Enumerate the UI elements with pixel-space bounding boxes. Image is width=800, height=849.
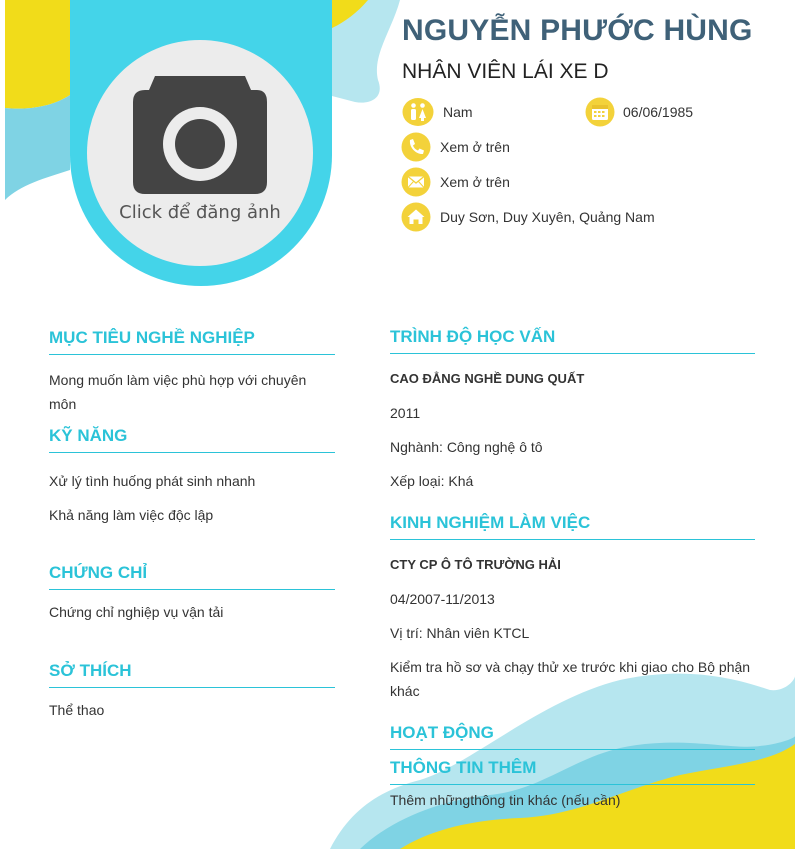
certificate-item: Chứng chỉ nghiệp vụ vận tải: [49, 604, 224, 620]
address-info: [401, 202, 655, 232]
education-section: [390, 327, 755, 493]
hobbies-title: SỞ THÍCH: [49, 661, 335, 688]
objective-text: Mong muốn làm việc phù hợp với chuyên môn: [49, 372, 307, 412]
education-grade: Xếp loại: Khá: [390, 473, 474, 489]
hobbies-section: [49, 661, 335, 722]
objective-title: MỤC TIÊU NGHỀ NGHIỆP: [49, 328, 335, 355]
camera-icon: [133, 76, 267, 194]
skill-item: Khả năng làm việc độc lập: [49, 507, 214, 523]
phone-value: Xem ở trên: [440, 139, 510, 155]
skills-section: [49, 426, 335, 527]
education-title: TRÌNH ĐỘ HỌC VẤN: [390, 327, 755, 354]
candidate-position: NHÂN VIÊN LÁI XE D: [402, 60, 609, 83]
birthdate-value: 06/06/1985: [623, 104, 694, 120]
calendar-icon: [585, 97, 615, 127]
experience-company: CTY CP Ô TÔ TRƯỜNG HẢI: [390, 557, 561, 572]
extra-info-section: [390, 758, 755, 812]
top-left-blue-wave: [5, 95, 70, 200]
objective-section: [49, 328, 335, 416]
phone-icon: [401, 132, 431, 162]
photo-upload[interactable]: [87, 40, 313, 266]
address-value: Duy Sơn, Duy Xuyên, Quảng Nam: [440, 209, 655, 225]
home-icon: [401, 202, 431, 232]
experience-period: 04/2007-11/2013: [390, 591, 495, 607]
experience-title: KINH NGHIỆM LÀM VIỆC: [390, 513, 755, 540]
birthdate-info: [585, 97, 693, 127]
education-school: CAO ĐẲNG NGHỀ DUNG QUẤT: [390, 371, 585, 386]
gender-info: [402, 97, 473, 127]
skill-item: Xử lý tình huống phát sinh nhanh: [49, 473, 256, 489]
extra-info-title: THÔNG TIN THÊM: [390, 758, 755, 785]
people-icon: [402, 97, 434, 127]
photo-caption: Click để đăng ảnh: [119, 202, 281, 223]
education-year: 2011: [390, 405, 421, 421]
candidate-name: NGUYỄN PHƯỚC HÙNG: [402, 14, 753, 47]
extra-info-text: Thêm nhữngthông tin khác (nếu cần): [390, 792, 621, 808]
experience-section: [390, 513, 755, 703]
hobby-item: Thể thao: [49, 702, 105, 718]
activities-section: [390, 723, 755, 750]
email-info: [401, 167, 510, 197]
envelope-icon: [401, 167, 431, 197]
phone-info: [401, 132, 510, 162]
education-major: Nghành: Công nghệ ô tô: [390, 439, 543, 455]
experience-role: Vị trí: Nhân viên KTCL: [390, 625, 530, 641]
skills-title: KỸ NĂNG: [49, 426, 335, 453]
experience-description: Kiểm tra hồ sơ và chạy thử xe trước khi giao cho Bộ phận khác: [390, 659, 751, 699]
gender-value: Nam: [443, 104, 473, 120]
email-value: Xem ở trên: [440, 174, 510, 190]
certificates-section: [49, 563, 335, 624]
top-left-yellow-wave: [5, 0, 70, 109]
certificates-title: CHỨNG CHỈ: [49, 563, 335, 590]
activities-title: HOẠT ĐỘNG: [390, 723, 755, 750]
